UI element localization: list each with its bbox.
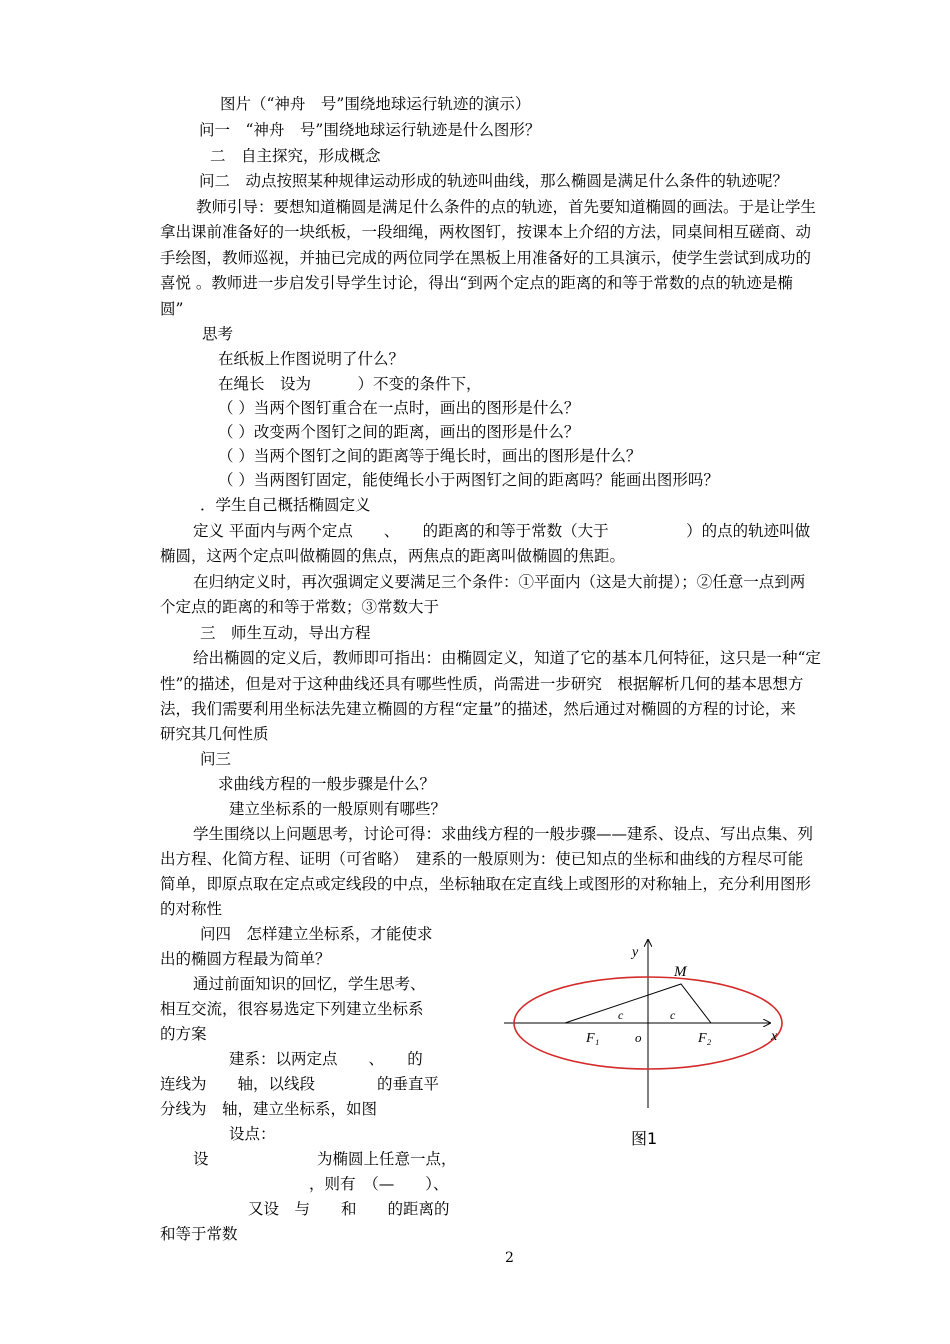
- text-line: 在归纳定义时，再次强调定义要满足三个条件：①平面内（这是大前提）；②任意一点到两: [193, 573, 806, 591]
- c-left-label: c: [618, 1008, 624, 1022]
- text-line: 手绘图，教师巡视，并抽已完成的两位同学在黑板上用准备好的工具演示，使学生尝试到成功的: [160, 249, 812, 267]
- text-line: 又设 与 和 的距离的: [248, 1200, 450, 1218]
- text-line: （ ）当两个图钉之间的距离等于绳长时，画出的图形是什么？: [218, 447, 642, 465]
- text-line: 建立坐标系的一般原则有哪些？: [229, 800, 447, 818]
- text-line: 研究其几何性质: [160, 725, 269, 743]
- text-line: 在绳长 设为 ）不变的条件下，: [218, 375, 482, 393]
- focal-radii: [565, 984, 711, 1023]
- point-m-label: M: [674, 964, 687, 980]
- text-line: 设点：: [229, 1125, 276, 1143]
- text-line: 问三: [200, 750, 232, 768]
- text-line: ．学生自己概括椭圆定义: [200, 496, 371, 514]
- text-line: 和等于常数: [160, 1225, 238, 1243]
- text-line: 出的椭圆方程最为简单？: [160, 950, 331, 968]
- focus-f2-label: F₂: [698, 1031, 712, 1046]
- text-line: 椭圆，这两个定点叫做椭圆的焦点，两焦点的距离叫做椭圆的焦距。: [160, 547, 626, 565]
- text-line: 给出椭圆的定义后，教师即可指出：由椭圆定义，知道了它的基本几何特征，这只是一种“定: [193, 649, 821, 667]
- text-line: 出方程、化简方程、证明（可省略） 建系的一般原则为：使已知点的坐标和曲线的方程尽可能: [160, 850, 804, 868]
- text-line: 建系：以两定点 、 的: [229, 1050, 423, 1068]
- text-line: ，则有 （— ）、: [309, 1175, 449, 1193]
- text-line: 设 为椭圆上任意一点，: [193, 1150, 457, 1168]
- text-line: 拿出课前准备好的一块纸板，一段细绳，两枚图钉，按课本上介绍的方法，同桌间相互磋商、动: [160, 223, 812, 241]
- text-line: （ ）改变两个图钉之间的距离，画出的图形是什么？: [218, 423, 580, 441]
- y-label: y: [632, 945, 639, 960]
- text-line: 个定点的距离的和等于常数；③常数大于: [160, 598, 440, 616]
- origin-label: o: [635, 1030, 642, 1045]
- text-line: 分线为 轴，建立坐标系，如图: [160, 1100, 378, 1118]
- text-line: 的方案: [160, 1025, 207, 1043]
- text-line: 问二 动点按照某种规律运动形成的轨迹叫曲线，那么椭圆是满足什么条件的轨迹呢？: [199, 172, 789, 190]
- text-line: 相互交流，很容易选定下列建立坐标系: [160, 1000, 424, 1018]
- section-heading: 三 师生互动，导出方程: [200, 624, 371, 642]
- text-line: 性”的描述，但是对于这种曲线还具有哪些性质，尚需进一步研究 根据解析几何的基本思想方: [160, 675, 804, 693]
- text-line: 问一 “神舟 号”围绕地球运行轨迹是什么图形？: [199, 121, 541, 139]
- text-line: 学生围绕以上问题思考，讨论可得：求曲线方程的一般步骤——建系、设点、写出点集、列: [193, 825, 814, 843]
- text-line: 思考: [202, 325, 234, 343]
- text-line: （ ）当两个图钉重合在一点时，画出的图形是什么？: [218, 399, 580, 417]
- text-line: 问四 怎样建立坐标系，才能使求: [200, 925, 433, 943]
- ellipse-figure: [498, 932, 788, 1162]
- text-line: 定义 平面内与两个定点 、 的距离的和等于常数（大于 ）的点的轨迹叫做: [193, 522, 811, 540]
- text-line: 求曲线方程的一般步骤是什么？: [218, 775, 436, 793]
- text-line: 法，我们需要利用坐标法先建立椭圆的方程“定量”的描述，然后通过对椭圆的方程的讨论，来: [160, 700, 796, 718]
- text-line: 圆”: [160, 300, 184, 318]
- focus-f1-label: F₁: [586, 1031, 600, 1046]
- text-line: 简单，即原点取在定点或定线段的中点，坐标轴取在定直线上或图形的对称轴上，充分利用图形: [160, 875, 812, 893]
- figure-caption: 图1: [631, 1129, 658, 1148]
- text-line: 在纸板上作图说明了什么？: [218, 350, 405, 368]
- text-line: 连线为 轴，以线段 的垂直平: [160, 1075, 440, 1093]
- section-heading: 二 自主探究，形成概念: [210, 147, 381, 165]
- text-line: 喜悦 。教师进一步启发引导学生讨论，得出“到两个定点的距离的和等于常数的点的轨迹是椭: [160, 274, 793, 292]
- text-line: （ ）当两图钉固定，能使绳长小于两图钉之间的距离吗？能画出图形吗？: [218, 471, 719, 489]
- c-right-label: c: [670, 1008, 676, 1022]
- text-line: 图片（“神舟 号”围绕地球运行轨迹的演示）: [220, 95, 531, 113]
- text-line: 的对称性: [160, 900, 223, 918]
- text-line: 通过前面知识的回忆，学生思考、: [193, 975, 426, 993]
- page-number: 2: [505, 1250, 514, 1266]
- text-line: 教师引导：要想知道椭圆是满足什么条件的点的轨迹，首先要知道椭圆的画法。于是让学生: [196, 198, 817, 216]
- x-label: x: [771, 1029, 778, 1044]
